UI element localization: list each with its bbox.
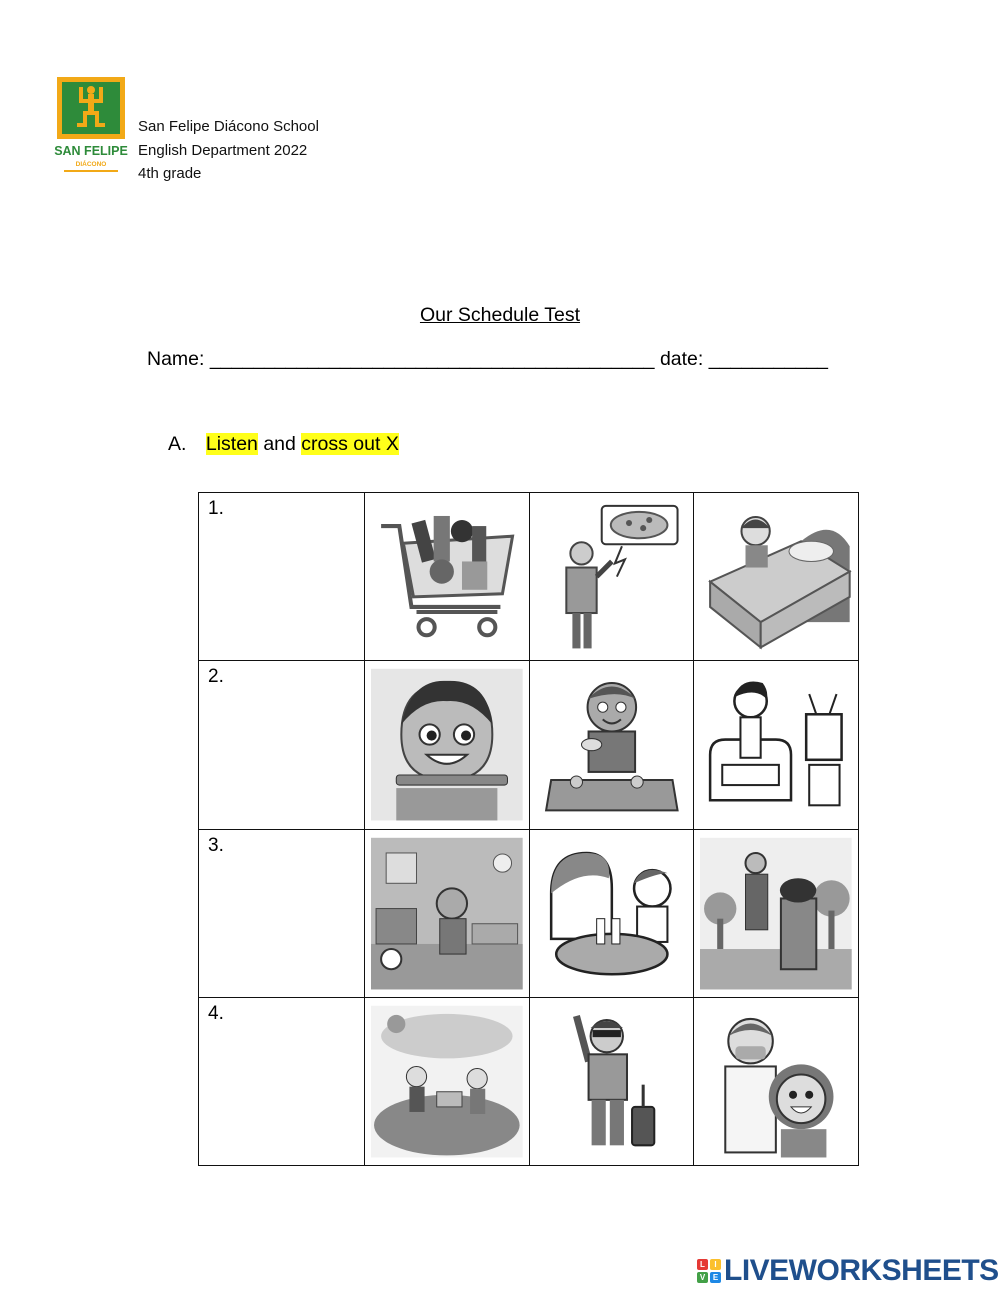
picture-cell[interactable] [529, 493, 694, 661]
boy-travel-suitcase-picture[interactable] [536, 1004, 688, 1159]
row-number-cell [199, 493, 365, 661]
brand-blocks-icon [697, 1259, 721, 1283]
picture-cell[interactable] [694, 493, 859, 661]
picture-grid [198, 492, 859, 1166]
table-row [199, 997, 859, 1165]
logo-text-top: SAN FELIPE [54, 144, 128, 158]
messy-room-picture[interactable] [371, 836, 523, 991]
picture-cell[interactable] [365, 997, 530, 1165]
kids-eating-picture[interactable] [536, 836, 688, 991]
picture-cell[interactable] [694, 997, 859, 1165]
highlight-cross-out: cross out X [301, 433, 399, 455]
logo-text-bottom: DIÁCONO [75, 161, 107, 168]
date-label: date: [659, 348, 704, 370]
kids-park-picture[interactable] [371, 1004, 523, 1159]
name-blank[interactable]: _________________________________________ [209, 348, 655, 370]
picture-cell[interactable] [365, 661, 530, 829]
row-number: 3. [208, 834, 224, 856]
school-info [138, 115, 319, 186]
name-date-line [147, 348, 828, 371]
name-label: Name: [147, 348, 205, 370]
department: English Department 2022 [138, 141, 308, 159]
picture-cell[interactable] [529, 661, 694, 829]
table-row [199, 829, 859, 997]
page-title: Our Schedule Test [419, 304, 581, 326]
row-number-cell [199, 661, 365, 829]
row-number: 2. [208, 666, 224, 688]
picture-cell[interactable] [365, 493, 530, 661]
picture-cell[interactable] [365, 829, 530, 997]
picture-cell[interactable] [529, 829, 694, 997]
row-number: 1. [208, 498, 224, 519]
section-a-heading [168, 433, 399, 456]
table-row [199, 493, 859, 661]
take-out-trash-picture[interactable] [700, 836, 852, 991]
shopping-cart-picture[interactable] [371, 499, 523, 654]
row-number-cell [199, 997, 365, 1165]
brand-block: E [710, 1272, 721, 1283]
make-bed-picture[interactable] [700, 499, 852, 654]
school-logo [50, 75, 132, 177]
picture-cell[interactable] [529, 997, 694, 1165]
section-letter: A. [168, 433, 187, 455]
brand-block: V [697, 1272, 708, 1283]
word-and: and [263, 433, 296, 455]
picture-cell[interactable] [694, 661, 859, 829]
dentist-picture[interactable] [700, 1004, 852, 1159]
brush-teeth-picture[interactable] [371, 667, 523, 822]
table-row [199, 661, 859, 829]
grade: 4th grade [138, 165, 202, 182]
brand-block: I [710, 1259, 721, 1270]
date-blank[interactable]: ___________ [708, 348, 829, 370]
brand-block: L [697, 1259, 708, 1270]
picture-cell[interactable] [694, 829, 859, 997]
row-number: 4. [208, 1002, 224, 1024]
watch-tv-picture[interactable] [700, 667, 852, 822]
boy-breakfast-picture[interactable] [536, 667, 688, 822]
highlight-listen: Listen [205, 433, 258, 455]
liveworksheets-brand[interactable] [697, 1254, 999, 1288]
school-name: San Felipe Diácono School [138, 118, 319, 135]
phone-order-pizza-picture[interactable] [536, 499, 688, 654]
row-number-cell [199, 829, 365, 997]
brand-word: LIVEWORKSHEETS [724, 1254, 999, 1287]
